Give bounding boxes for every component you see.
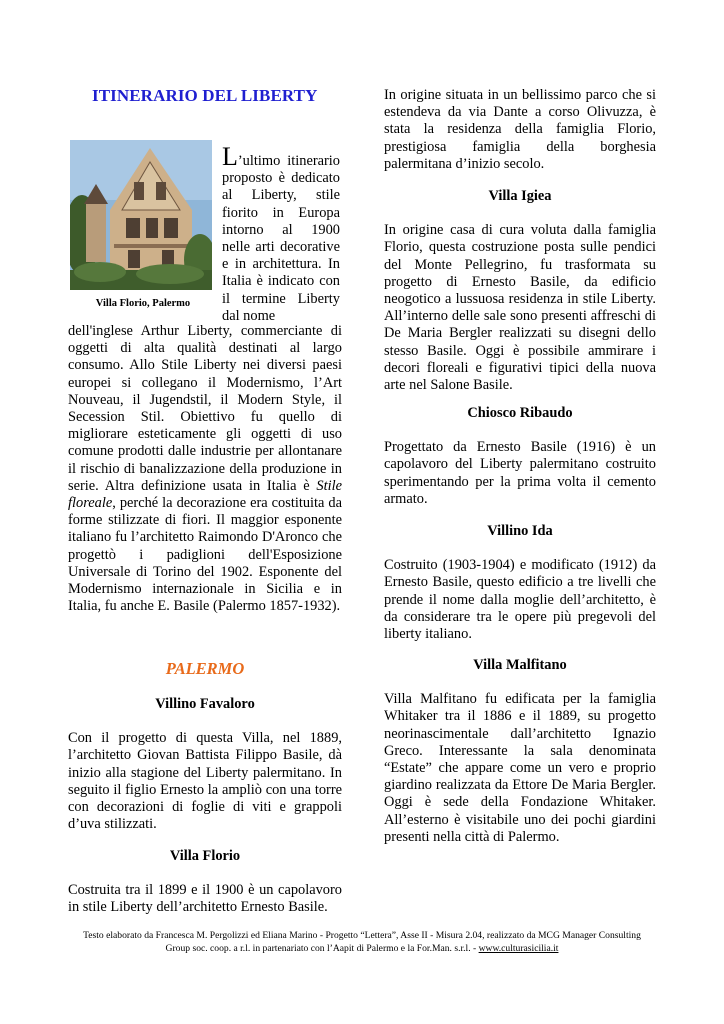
footer-line-2 <box>60 942 664 955</box>
page-footer <box>60 929 664 955</box>
palermo-heading: PALERMO <box>165 659 245 678</box>
section-villa-malfitano <box>384 657 656 846</box>
figure-villa-florio <box>68 140 214 309</box>
right-intro-text: In origine situata in un bellissimo parco che si estendeva da via Dante a corso Olivuzza, è stata la residenza della famiglia Florio, prestigiosa famiglia della borghesia palermitana d’inizio secolo. <box>384 87 656 172</box>
footer-line-1: Testo elaborato da Francesca M. Pergolizzi ed Eliana Marino - Progetto “Lettera”, Asse II - Misura 2.04, realizzato da MCG Manager Consulting <box>83 930 641 941</box>
section-villino-ida <box>384 523 656 643</box>
section-text: Costruita tra il 1899 e il 1900 è un capolavoro in stile Liberty dell’architetto Ernesto Basile. <box>68 882 342 916</box>
section-heading: Villino Ida <box>487 523 553 539</box>
section-heading: Villa Florio <box>169 848 241 864</box>
villa-florio-continued <box>384 87 656 173</box>
page-title: ITINERARIO DEL LIBERTY <box>92 86 318 105</box>
intro-rest-a: dell'inglese Arthur Liberty, commerciante di oggetti di alta qualità destinati al largo consumo. Allo Stile Liberty nei diversi paesi europei si collegano il Modernismo, l’Art Nouveau, il Jugendstil, il Modern Style, il Secession Stil. Obiettivo fu quello di migliorare esteticamente gli oggetti di uso comune prodotti dalle industrie per allontanare il rischio di banalizzazione della produzione in serie. Altra definizione usata in Italia è <box>68 323 342 494</box>
figure-caption: Villa Florio, Palermo <box>95 298 191 309</box>
section-heading: Chiosco Ribaudo <box>467 405 573 421</box>
section-villino-favaloro <box>68 696 342 833</box>
section-text: Villa Malfitano fu edificata per la famiglia Whitaker tra il 1886 e il 1889, su progetto neorinascimentale dall’architetto Ignazio Greco. Interessante la sala denominata “Estate” che appare come un vero e proprio giardino realizzata da Ettore De Maria Bergler. Oggi è sede della Fondazione Whitaker. All’esterno è visitabile uno dei pochi giardini presenti nella città di Palermo. <box>384 691 656 845</box>
section-text: Costruito (1903-1904) e modificato (1912) da Ernesto Basile, questo edificio a tre livelli che prende il nome dalla moglie dell’architetto, è da considerare tra le opere più pregevoli del liberty italiano. <box>384 557 656 643</box>
intro-rest-italic: Stile floreale <box>68 477 342 512</box>
section-text: In origine casa di cura voluta dalla famiglia Florio, questa costruzione posta sulle pendici del Monte Pellegrino, fu trasformata su progetto di Ernesto Basile, da edificio neogotico a lussuosa residenza in stile Liberty. All’interno delle sale sono presenti affreschi di De Maria Bergler realizzati su disegni dello stesso Basile. Oggi è possibile ammirare i decori floreali e figurativi tipici della nuova arte nel Salone Basile. <box>384 222 656 394</box>
section-villa-florio <box>68 848 342 917</box>
intro-first-text: ’ultimo itinerario proposto è dedicato al Liberty, stile fiorito in Europa intorno al 1900 nelle arti decorative e in architettura. In Italia è indicato con il termine Liberty dal nome <box>222 153 340 324</box>
intro-paragraph-continued <box>68 323 342 615</box>
section-heading: Villino Favaloro <box>155 696 255 712</box>
section-villa-igiea <box>384 188 656 394</box>
section-heading: Villa Igiea <box>488 188 552 204</box>
section-text: Progettato da Ernesto Basile (1916) è un capolavoro del Liberty palermitano costruito sperimentando per la prima volta il cemento armato. <box>384 439 656 507</box>
footer-line-2-text: Group soc. coop. a r.l. in partenariato con l’Aapit di Palermo e la For.Man. s.r.l. - <box>165 943 479 954</box>
section-text: Con il progetto di questa Villa, nel 1889, l’architetto Giovan Battista Filippo Basile, dà inizio alla stagione del Liberty palermitano. In seguito il figlio Ernesto la ampliò con una torre con decorazioni di foglie di viti e grappoli d’uva stilizzati. <box>68 730 342 833</box>
section-heading: Villa Malfitano <box>473 657 567 673</box>
section-chiosco-ribaudo <box>384 405 656 508</box>
drop-cap: L <box>222 142 238 171</box>
intro-rest-b: , perché la decorazione era costituita da forme stilizzate di fiori. Il maggior esponente italiano fu l’architetto Raimondo D'Aronco che progettò i padiglioni dell'Esposizione Universale di Torino del 1902. Esponente del Modernismo internazionale in Sicilia e in Italia, fu anche E. Basile (Palermo 1857-1932). <box>68 495 342 615</box>
intro-paragraph-start <box>222 142 340 325</box>
footer-website-link[interactable]: www.culturasicilia.it <box>478 943 559 954</box>
villa-florio-photo <box>70 140 212 290</box>
